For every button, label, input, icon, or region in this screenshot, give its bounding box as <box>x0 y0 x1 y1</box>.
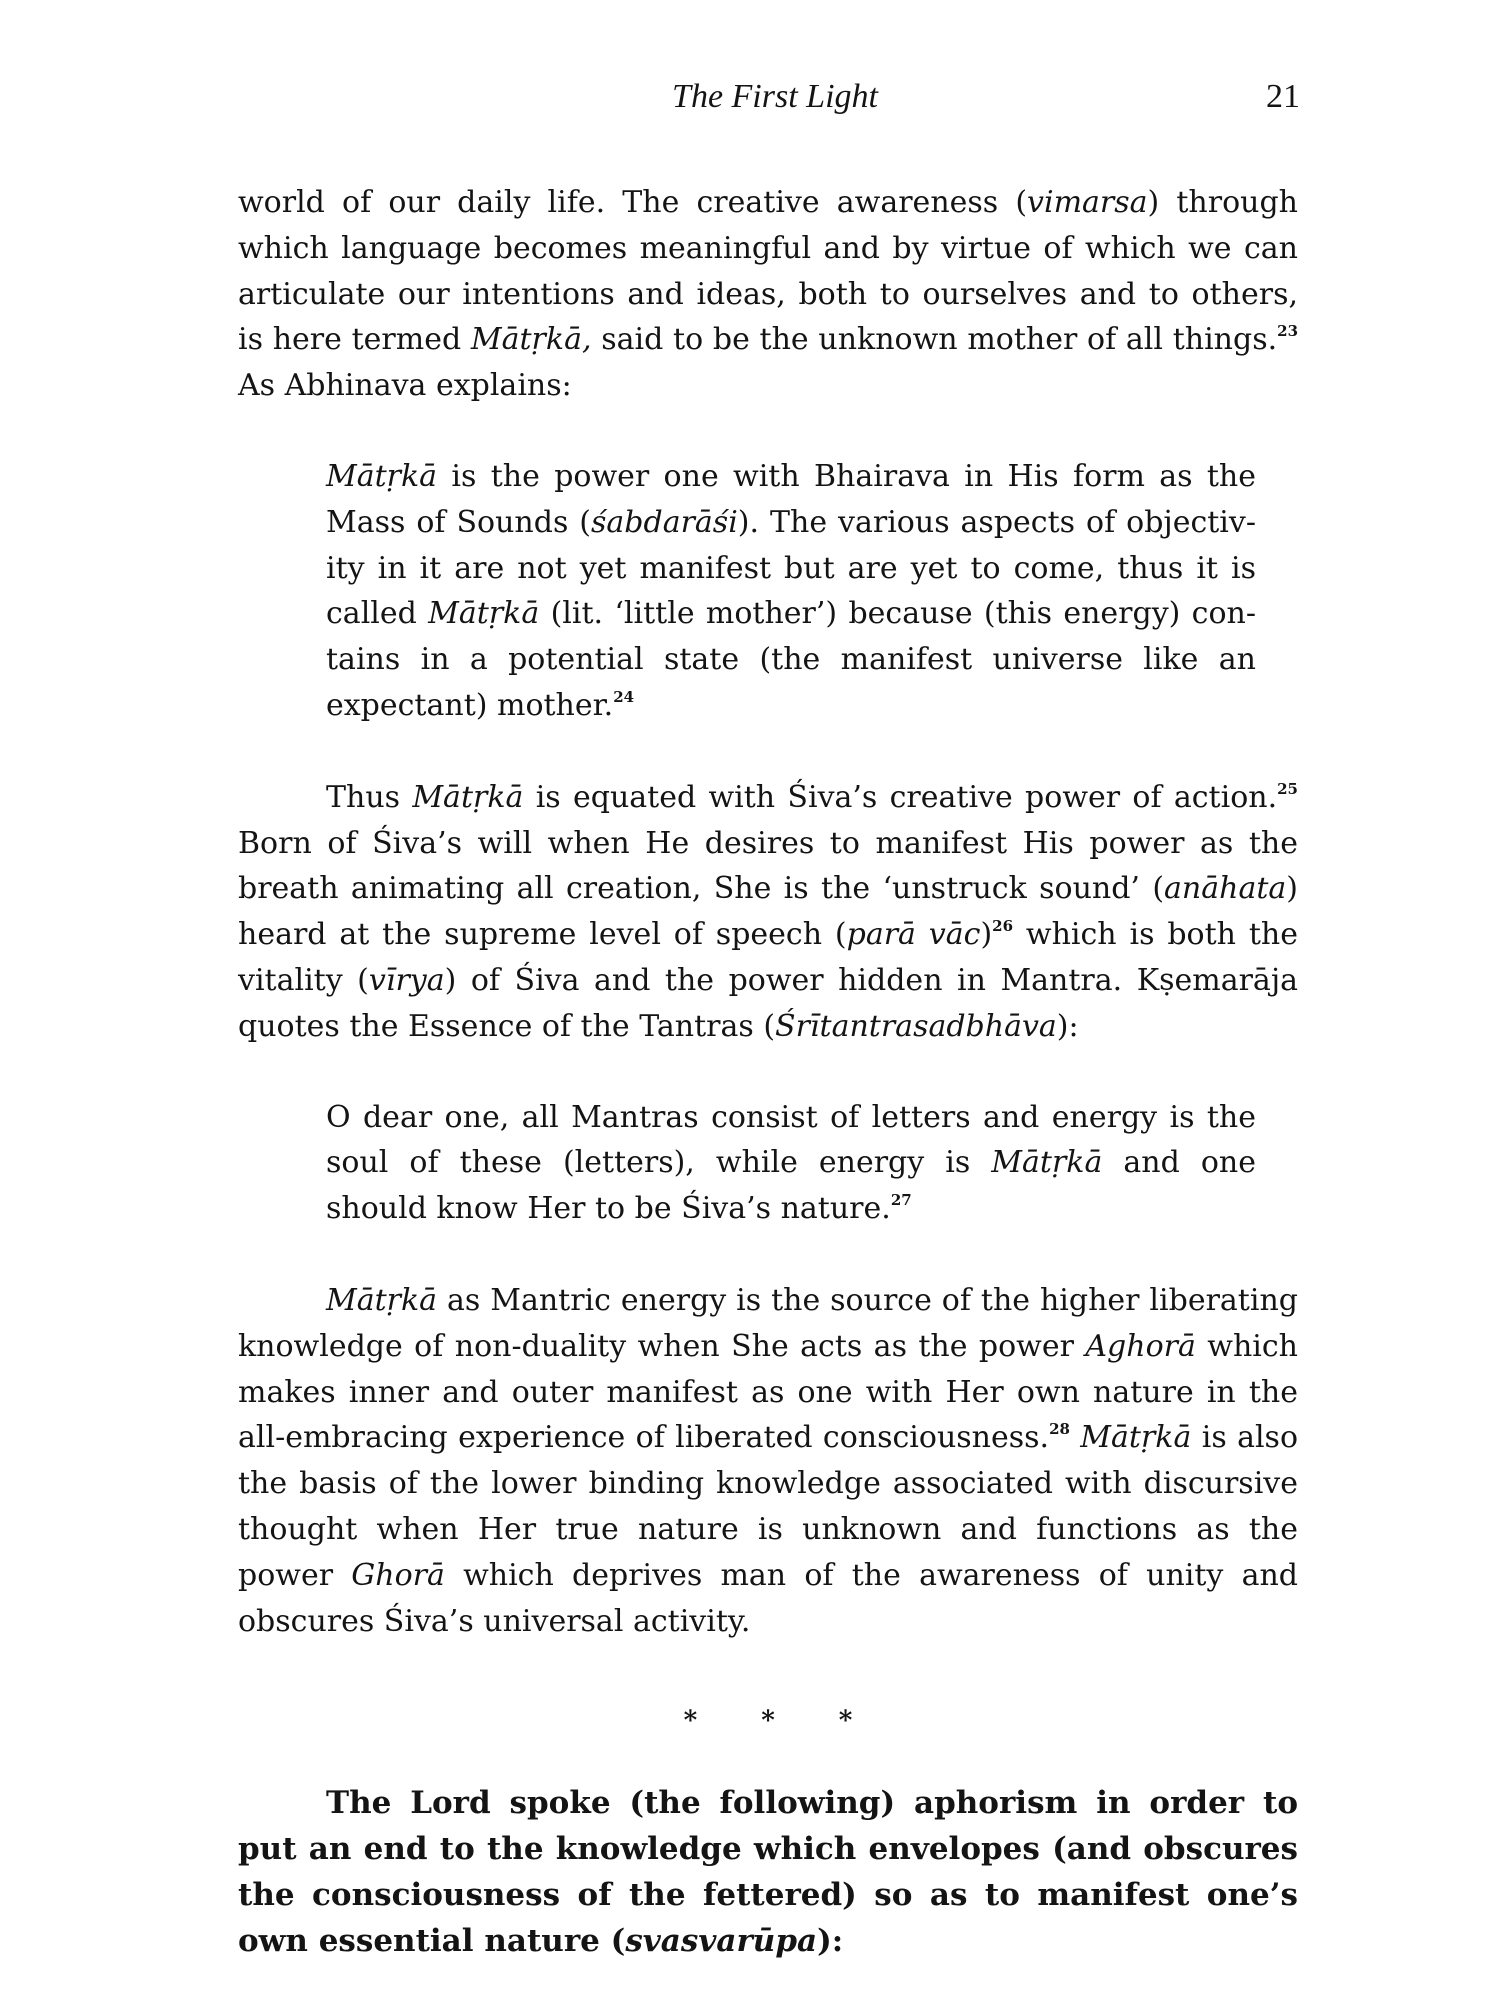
italic-term: Mātṛkā <box>428 596 540 632</box>
text-run: ). The various aspects of objectivity in it are not yet manifest but are yet to come, thus it is called <box>326 504 1256 632</box>
text-run: Born of Śiva’s will when He desires to manifest His power as the breath animating all creation, She is the ‘unstruck sound’ ( <box>238 825 1298 907</box>
text-run: is also the basis of the lower binding knowledge associated with discursive thought when Her true nature is unknown and functions as the power <box>238 1420 1298 1593</box>
paragraph-1 <box>238 180 1298 409</box>
text-run: said to be the unknown mother of all things. <box>591 322 1278 358</box>
italic-term: vimarsa <box>1027 185 1148 220</box>
italic-term: svasvarūpa <box>625 1923 818 1960</box>
footnote-ref: 27 <box>890 1191 912 1210</box>
paragraph-3 <box>238 1278 1298 1644</box>
text-run: as Mantric energy is the source of the higher liberating knowledge of non-duality when She acts as the power <box>238 1282 1298 1364</box>
text-run: Thus <box>326 779 413 815</box>
page-number: 21 <box>1266 78 1300 115</box>
text-run: which deprives man of the awareness of unity and obscures Śiva’s universal activity. <box>238 1557 1299 1639</box>
italic-term: śabdarāśi <box>591 504 738 540</box>
footnote-ref: 28 <box>1049 1420 1070 1439</box>
asterisk-ornament: * <box>683 1706 698 1737</box>
block-quote-2 <box>326 1095 1256 1232</box>
italic-term: vīrya <box>368 962 445 998</box>
text-run: and one should know Her to be Śiva’s nature. <box>326 1145 1256 1227</box>
body-text <box>238 180 1298 1964</box>
text-run: O dear one, all Mantras consist of letters and energy is the soul of these (letters), while energy is <box>326 1099 1256 1181</box>
paragraph-2 <box>238 775 1298 1050</box>
text-run: The Lord spoke (the following) aphorism in order to put an end to the knowledge which envelopes (and obscures the consciousness of the fettered) so as to manifest one’s own essential nature ( <box>238 1785 1298 1960</box>
text-run: ): <box>817 1923 844 1960</box>
text-run: ): <box>1056 1008 1079 1044</box>
italic-term: Mātṛkā <box>326 458 438 494</box>
footnote-ref: 24 <box>613 687 635 706</box>
italic-term: anāhata <box>1164 871 1287 907</box>
text-run: is the power one with Bhairava in His form as the Mass of Sounds ( <box>326 458 1256 540</box>
text-run: ) heard at the supreme level of speech ( <box>238 871 1298 953</box>
italic-term: Mātṛkā <box>326 1282 438 1318</box>
italic-term: Mātṛkā <box>412 779 524 815</box>
italic-term: Mātṛkā <box>1069 1420 1192 1456</box>
footnote-ref: 26 <box>992 917 1014 936</box>
text-run: which makes inner and outer manifest as one with Her own nature in the all-embracing experience of liberated consciousness. <box>238 1328 1298 1456</box>
footnote-ref: 23 <box>1277 322 1299 341</box>
sutra-introduction <box>238 1780 1298 1964</box>
section-ornament <box>238 1696 1298 1746</box>
italic-term: parā vāc <box>846 917 981 953</box>
text-run: is equated with Śiva’s creative power of action. <box>523 779 1278 815</box>
running-title: The First Light <box>672 78 878 115</box>
text-run: As Abhinava explains: <box>238 368 572 404</box>
text-run: which is both the vitality ( <box>238 917 1298 998</box>
running-head <box>0 72 1500 122</box>
italic-term: Śrītantrasadbhāva <box>775 1008 1057 1044</box>
text-run: ) of Śiva and the power hidden in Mantra. Kṣemarāja quotes the Essence of the Tantras ( <box>238 962 1299 1044</box>
block-quote-1 <box>326 454 1256 729</box>
text-run: world of our daily life. The creative awareness ( <box>238 185 1028 220</box>
italic-term: Mātṛkā, <box>470 322 592 358</box>
text-run: ) <box>980 917 993 953</box>
asterisk-ornament: * <box>761 1706 775 1737</box>
italic-term: Ghorā <box>351 1557 445 1593</box>
italic-term: Aghorā <box>1085 1328 1196 1364</box>
text-run: ) through which language becomes meaningful and by virtue of which we can articulate our intentions and ideas, both to ourselves and to others, is here termed <box>238 185 1298 358</box>
footnote-ref: 25 <box>1277 779 1298 798</box>
asterisk-ornament: * <box>838 1706 853 1737</box>
text-run: (lit. ‘little mother’) because (this energy) contains in a potential state (the manifest universe like an expectant) mother. <box>326 596 1256 723</box>
italic-term: Mātṛkā <box>991 1145 1103 1181</box>
